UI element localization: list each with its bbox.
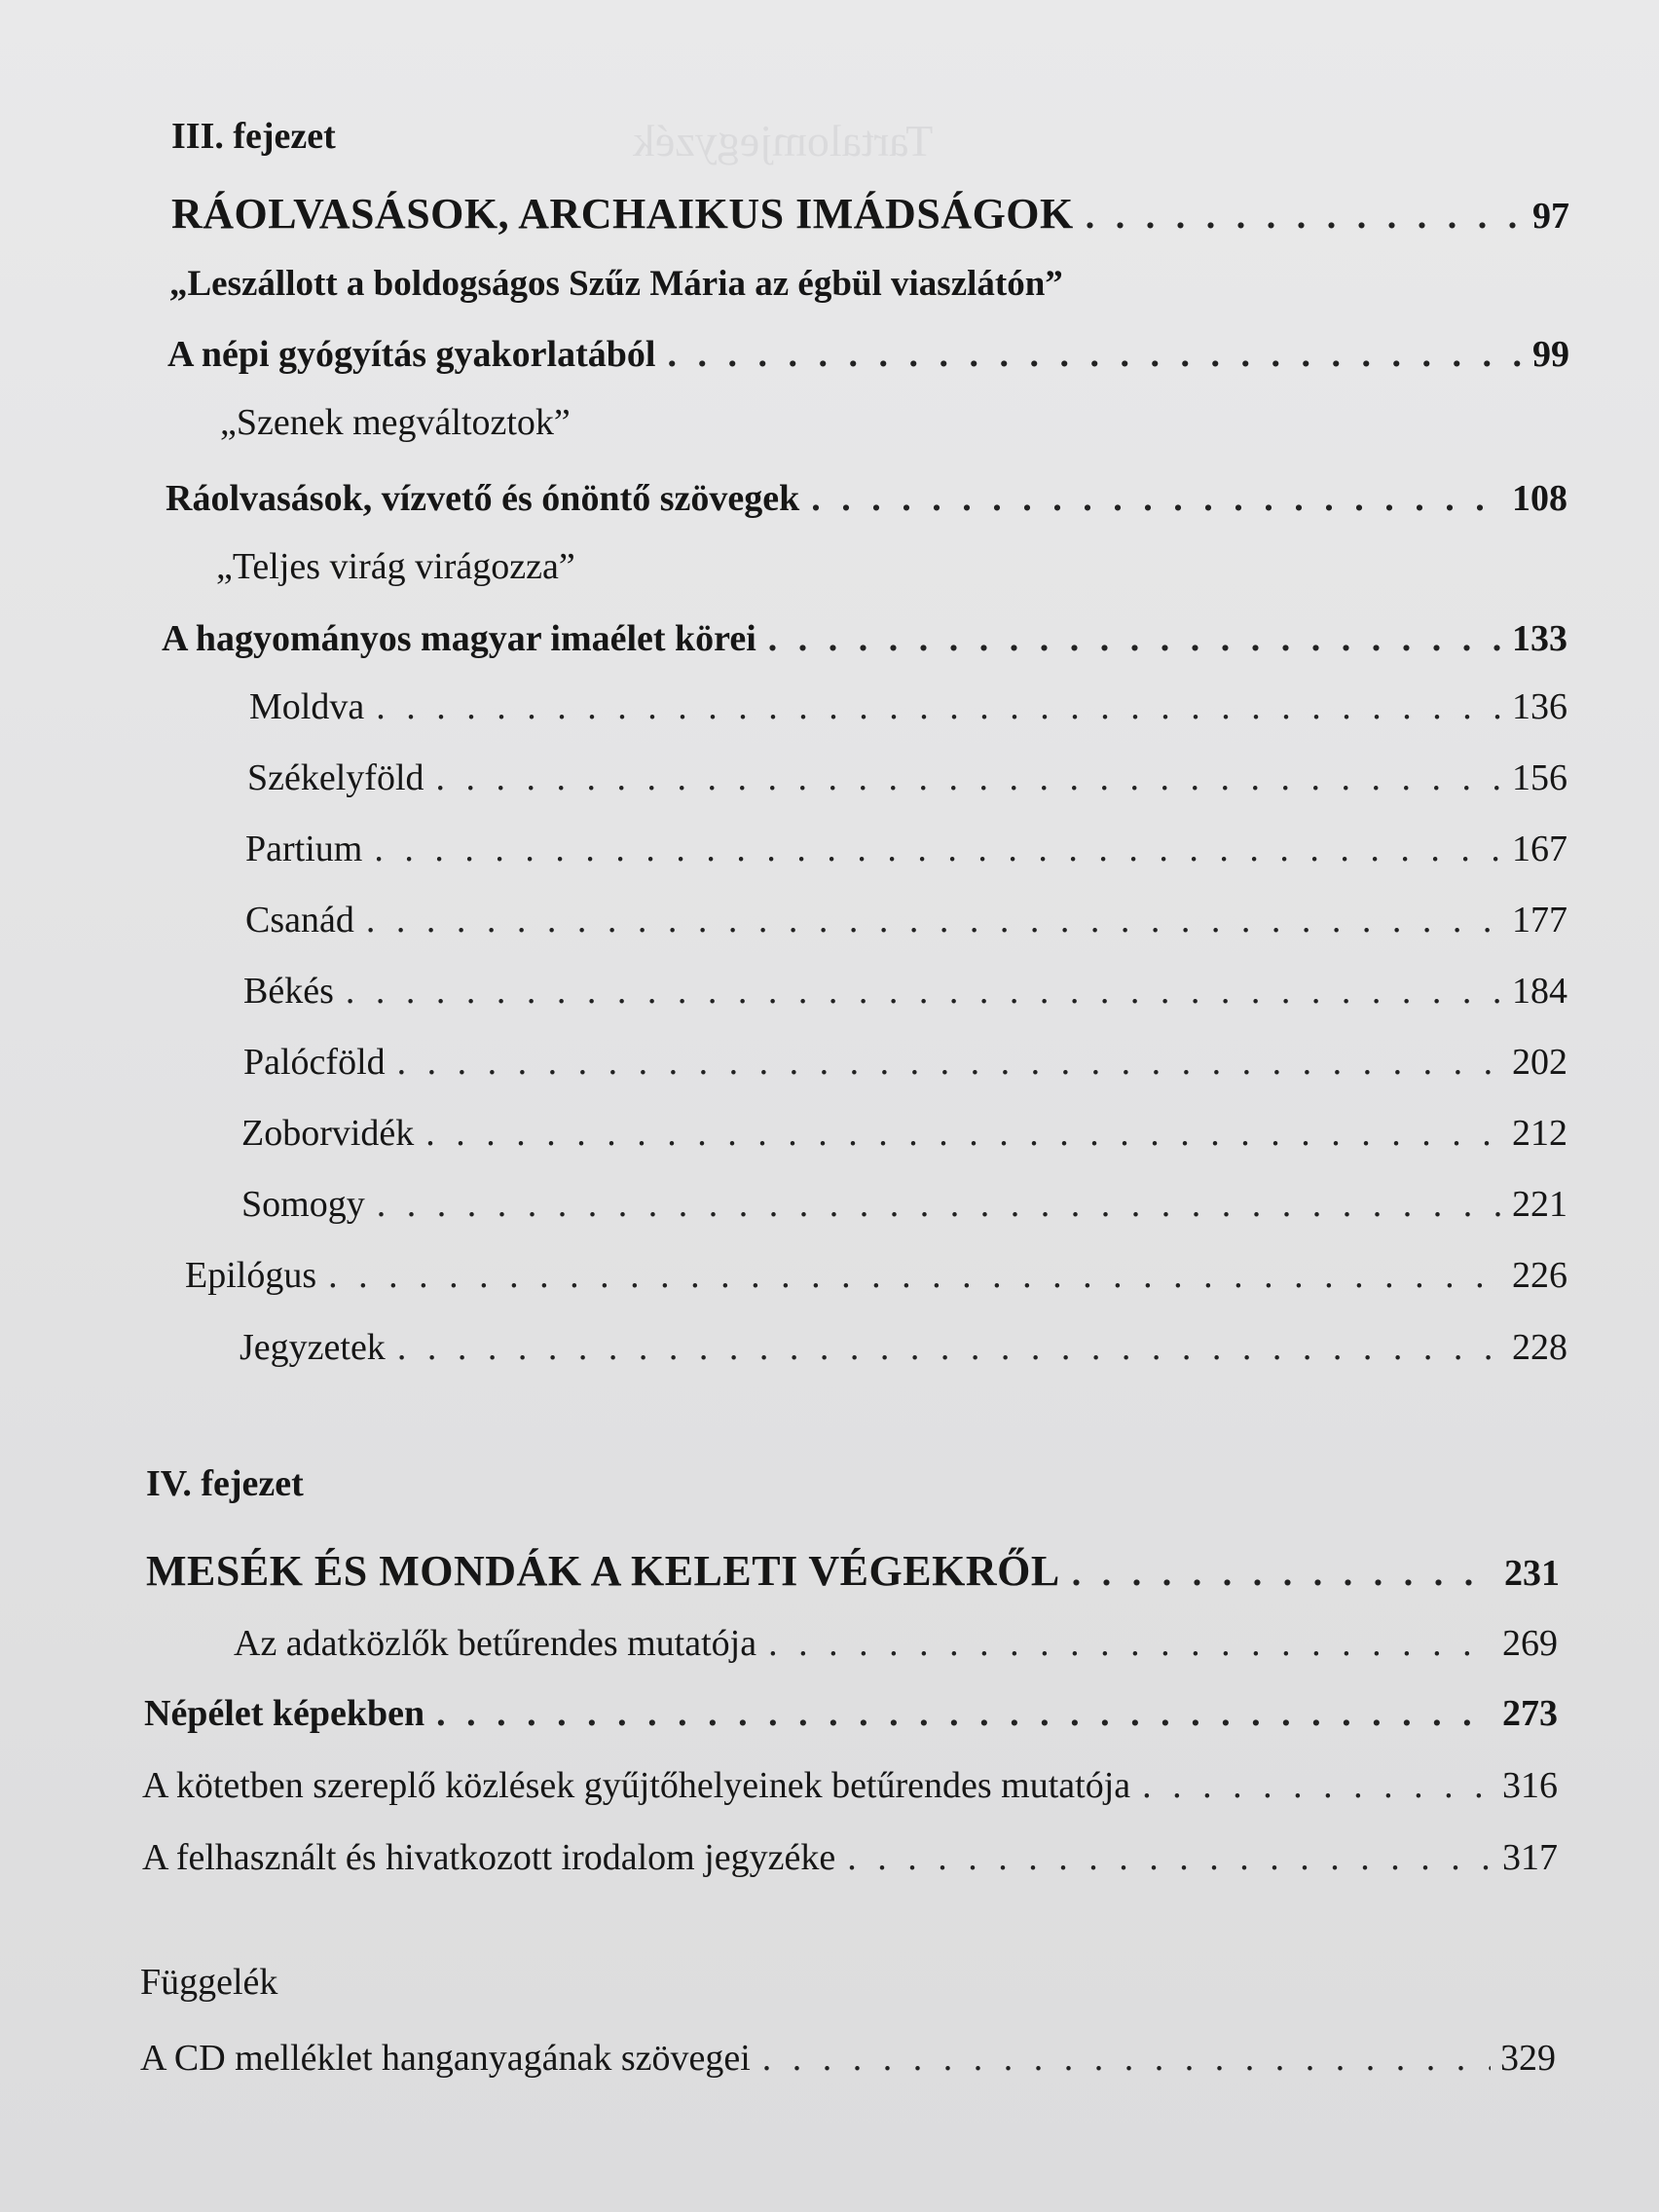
- appendix-label: Függelék: [140, 1962, 278, 2003]
- toc-entry-title: Népélet képekben: [144, 1693, 425, 1734]
- toc-region-entry: [243, 968, 1567, 1014]
- region-name: Zoborvidék: [241, 1113, 415, 1154]
- page-number: 167: [1512, 829, 1567, 869]
- toc-entry-title: Az adatközlők betűrendes mutatója: [234, 1623, 757, 1664]
- dot-leader: [376, 683, 1502, 730]
- region-name: Palócföld: [243, 1042, 386, 1083]
- chapter-3-subtitle-quote: „Leszállott a boldogságos Szűz Mária az égbül viaszlátón”: [169, 264, 1063, 304]
- dot-leader: [1072, 1550, 1494, 1597]
- toc-entry: [166, 475, 1567, 522]
- epilogue-title: Epilógus: [185, 1255, 317, 1296]
- region-name: Somogy: [241, 1184, 365, 1225]
- page-number: 221: [1512, 1184, 1567, 1225]
- show-through-decoration: Tartalomjegyzék: [633, 116, 934, 166]
- chapter-4-title: MESÉK ÉS MONDÁK A KELETI VÉGEKRŐL: [146, 1547, 1060, 1595]
- page-number: 202: [1512, 1042, 1567, 1083]
- region-name: Székelyföld: [247, 757, 424, 798]
- page-number: 269: [1502, 1623, 1558, 1664]
- toc-entry-title: A népi gyógyítás gyakorlatából: [167, 334, 656, 375]
- toc-epilogue-entry: [185, 1252, 1567, 1299]
- page-number: 108: [1512, 478, 1567, 519]
- toc-entry: [142, 1762, 1558, 1809]
- toc-notes-entry: [240, 1324, 1567, 1371]
- toc-region-entry: [243, 1039, 1567, 1086]
- chapter-3-title: RÁOLVASÁSOK, ARCHAIKUS IMÁDSÁGOK: [171, 190, 1074, 238]
- dot-leader: [346, 968, 1502, 1014]
- toc-entry: [144, 1690, 1558, 1737]
- dot-leader: [436, 1690, 1493, 1737]
- dot-leader: [811, 475, 1502, 522]
- page-number: 212: [1512, 1113, 1567, 1154]
- dot-leader: [366, 897, 1502, 943]
- page-number: 231: [1504, 1553, 1560, 1594]
- dot-leader: [374, 826, 1502, 872]
- chapter-4-label: IV. fejezet: [146, 1463, 304, 1504]
- page-number: 317: [1502, 1837, 1558, 1878]
- toc-entry-title: A CD melléklet hanganyagának szövegei: [140, 2038, 751, 2079]
- page-number: 273: [1502, 1693, 1558, 1734]
- page-number: 156: [1512, 757, 1567, 798]
- dot-leader: [377, 1181, 1502, 1228]
- dot-leader: [436, 755, 1502, 801]
- notes-title: Jegyzetek: [240, 1327, 386, 1368]
- dot-leader: [397, 1324, 1502, 1371]
- dot-leader: [1086, 193, 1523, 240]
- toc-quote-line: „Szenek megváltoztok”: [220, 402, 571, 443]
- page-number: 177: [1512, 900, 1567, 940]
- toc-region-entry: [241, 1181, 1567, 1228]
- page-number: 184: [1512, 971, 1567, 1012]
- dot-leader: [397, 1039, 1502, 1086]
- toc-entry: [234, 1620, 1558, 1667]
- dot-leader: [328, 1252, 1502, 1299]
- region-name: Békés: [243, 971, 334, 1012]
- toc-entry-title: A kötetben szereplő közlések gyűjtőhelyeinek betűrendes mutatója: [142, 1765, 1131, 1806]
- toc-quote-line: „Teljes virág virágozza”: [216, 546, 575, 587]
- page-number: 228: [1512, 1327, 1567, 1368]
- dot-leader: [768, 1620, 1493, 1667]
- dot-leader: [847, 1834, 1493, 1881]
- region-name: Partium: [245, 829, 363, 869]
- page-number: 99: [1532, 334, 1569, 375]
- page-number: 136: [1512, 686, 1567, 727]
- region-name: Csanád: [245, 900, 354, 940]
- dot-leader: [425, 1110, 1502, 1157]
- toc-entry: [167, 331, 1569, 378]
- page-number: 316: [1502, 1765, 1558, 1806]
- page-number: 97: [1532, 196, 1569, 237]
- toc-region-entry: [249, 683, 1567, 730]
- dot-leader: [768, 615, 1502, 662]
- region-name: Moldva: [249, 686, 365, 727]
- chapter-4-title-entry: [146, 1548, 1560, 1597]
- toc-region-entry: [247, 755, 1567, 801]
- toc-entry: [162, 615, 1567, 662]
- dot-leader: [762, 2035, 1491, 2082]
- toc-region-entry: [241, 1110, 1567, 1157]
- chapter-3-label: III. fejezet: [171, 116, 336, 157]
- toc-region-entry: [245, 897, 1567, 943]
- page-number: 133: [1512, 618, 1567, 659]
- toc-entry-title: A hagyományos magyar imaélet körei: [162, 618, 756, 659]
- toc-entry: [142, 1834, 1558, 1881]
- toc-entry: [140, 2035, 1556, 2082]
- dot-leader: [1142, 1762, 1493, 1809]
- page-number: 329: [1500, 2038, 1556, 2079]
- chapter-3-title-entry: [171, 191, 1569, 240]
- toc-entry-title: Ráolvasások, vízvető és ónöntő szövegek: [166, 478, 800, 519]
- toc-entry-title: A felhasznált és hivatkozott irodalom jegyzéke: [142, 1837, 836, 1878]
- dot-leader: [667, 331, 1523, 378]
- toc-region-entry: [245, 826, 1567, 872]
- page-number: 226: [1512, 1255, 1567, 1296]
